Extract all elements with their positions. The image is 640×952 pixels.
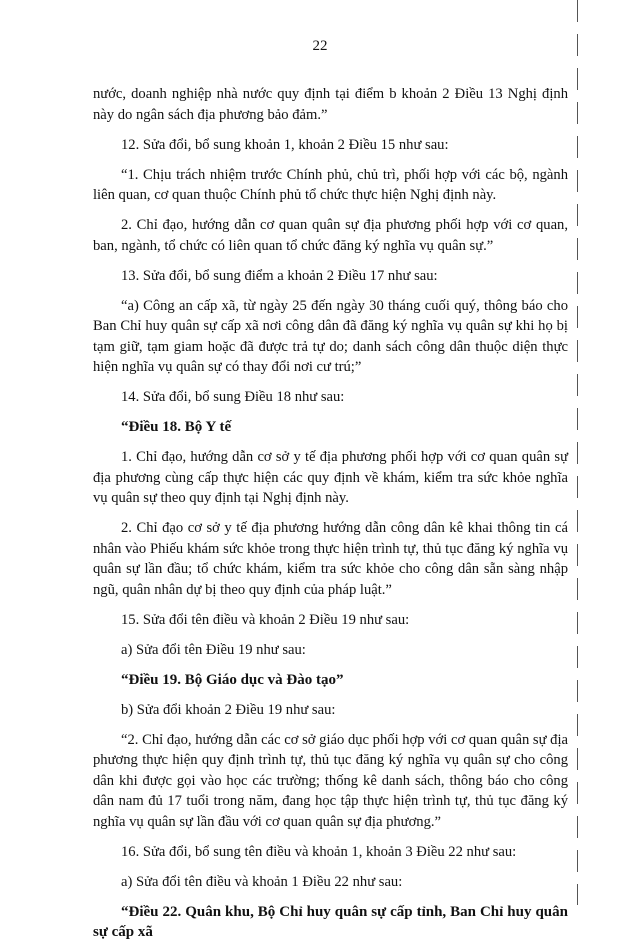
clause-17-2a: “a) Công an cấp xã, từ ngày 25 đến ngày 30 tháng cuối quý, thông báo cho Ban Chỉ huy quân sự cấp xã nơi công dân đã đăng ký nghĩa vụ quân sự khi họ bị tạm giữ, tạm giam hoặc đã được trả tự do; danh sách công dân thuộc diện thực hiện nghĩa vụ quân sự có thay đổi nơi cư trú;” xyxy=(93,297,568,375)
amendment-item-13: 13. Sửa đổi, bổ sung điểm a khoản 2 Điều 17 như sau: xyxy=(121,267,438,284)
article-19-heading: “Điều 19. Bộ Giáo dục và Đào tạo” xyxy=(121,671,344,688)
page-number: 22 xyxy=(312,38,328,54)
paragraph-continuation: nước, doanh nghiệp nhà nước quy định tại điểm b khoản 2 Điều 13 Nghị định này do ngân sách địa phương bảo đảm.” xyxy=(93,86,568,123)
sub-item-15b: b) Sửa đổi khoản 2 Điều 19 như sau: xyxy=(121,701,336,718)
sub-item-16a: a) Sửa đổi tên điều và khoản 1 Điều 22 như sau: xyxy=(121,873,403,890)
clause-18-2: 2. Chỉ đạo cơ sở y tế địa phương hướng dẫn công dân kê khai thông tin cá nhân vào Phiếu khám sức khỏe trong thực hiện trình tự, thủ tục đăng ký nghĩa vụ quân sự lần đầu; tổ chức khám, kiểm tra sức khỏe cho công dân sẵn sàng nhập ngũ, quân nhân dự bị theo quy định của pháp luật.” xyxy=(93,520,568,598)
clause-19-2: “2. Chỉ đạo, hướng dẫn các cơ sở giáo dục phối hợp với cơ quan quân sự địa phương thực hiện quy định trình tự, thủ tục đăng ký nghĩa vụ quân sự cho công dân khi được gọi vào học các trường; thống kê danh sách, thông báo cho công dân nam đủ 17 tuổi trong năm, đang học tập thực hiện trình tự, thủ tục đăng ký nghĩa vụ quân sự lần đầu với cơ quan quân sự địa phương.” xyxy=(93,731,568,830)
sub-item-15a: a) Sửa đổi tên Điều 19 như sau: xyxy=(121,641,306,658)
amendment-item-15: 15. Sửa đổi tên điều và khoản 2 Điều 19 như sau: xyxy=(121,611,410,628)
clause-18-1: 1. Chỉ đạo, hướng dẫn cơ sở y tế địa phương phối hợp với cơ quan quân sự địa phương cùng cấp thực hiện các quy định về khám, kiểm tra sức khỏe nghĩa vụ quân sự theo quy định tại Nghị định này. xyxy=(93,449,568,506)
document-body xyxy=(93,84,568,952)
amendment-item-12: 12. Sửa đổi, bổ sung khoản 1, khoản 2 Điều 15 như sau: xyxy=(121,136,449,153)
clause-15-2: 2. Chỉ đạo, hướng dẫn cơ quan quân sự địa phương phối hợp với cơ quan, ban, ngành, tổ chức có liên quan tổ chức đăng ký nghĩa vụ quân sự.” xyxy=(93,217,568,254)
page-edge-line xyxy=(577,0,578,905)
amendment-item-16: 16. Sửa đổi, bổ sung tên điều và khoản 1, khoản 3 Điều 22 như sau: xyxy=(121,843,517,860)
article-22-heading: “Điều 22. Quân khu, Bộ Chỉ huy quân sự cấp tỉnh, Ban Chỉ huy quân sự cấp xã xyxy=(93,903,568,940)
clause-15-1: “1. Chịu trách nhiệm trước Chính phủ, chủ trì, phối hợp với các bộ, ngành liên quan, cơ quan thuộc Chính phủ tổ chức thực hiện Nghị định này. xyxy=(93,166,568,203)
article-18-heading: “Điều 18. Bộ Y tế xyxy=(121,419,232,435)
amendment-item-14: 14. Sửa đổi, bổ sung Điều 18 như sau: xyxy=(121,389,345,405)
